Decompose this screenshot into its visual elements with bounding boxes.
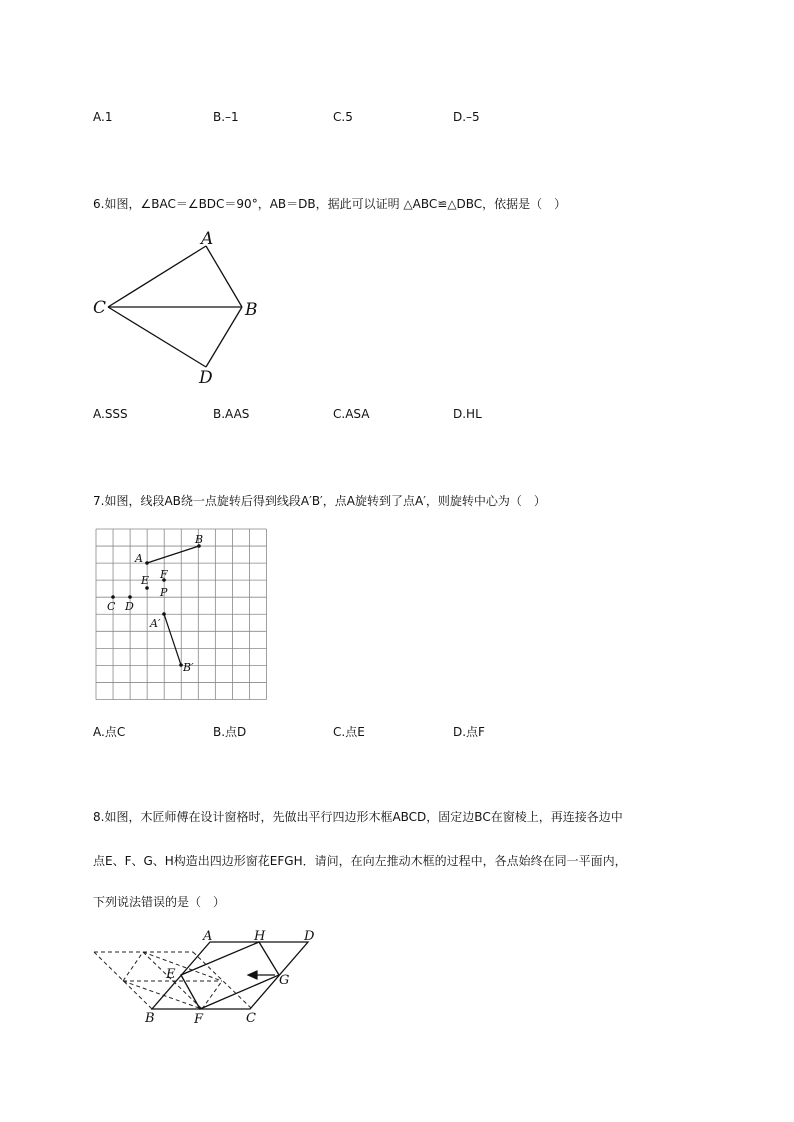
q7-label-p: P: [160, 586, 168, 599]
q5-option-d: D.–5: [453, 110, 480, 124]
q7-option-b: B.点D: [213, 725, 247, 739]
q7-option-a: A.点C: [93, 725, 126, 739]
q8-stem-line2: 点E、F、G、H构造出四边形窗花EFGH．请问，在向左推动木框的过程中，各点始终在同一平面内，: [93, 854, 627, 868]
q8-label-d: D: [304, 929, 315, 944]
q6-label-c: C: [93, 298, 107, 318]
q7-label-c: C: [107, 600, 116, 613]
q7-label-b: B: [195, 533, 204, 546]
q6-option-a: A.SSS: [93, 407, 128, 421]
q8-stem-line1: 8.如图，木匠师傅在设计窗格时，先做出平行四边形木框ABCD，固定边BC在窗棱上，再连接各边中: [93, 810, 623, 824]
q5-option-b: B.–1: [213, 110, 239, 124]
q8-stem-line3: 下列说法错误的是（ ）: [93, 895, 226, 909]
q6-label-b: B: [245, 300, 258, 320]
q7-label-e: E: [141, 574, 150, 587]
q6-label-a: A: [201, 229, 214, 249]
q7-label-a: A: [135, 552, 143, 565]
q6-option-c: C.ASA: [333, 407, 370, 421]
q8-label-c: C: [246, 1011, 256, 1026]
q7-stem: 7.如图，线段AB绕一点旋转后得到线段A′B′，点A旋转到了点A′，则旋转中心为（ ）: [93, 494, 546, 508]
q8-label-f: F: [194, 1012, 204, 1027]
q7-label-d: D: [125, 600, 134, 613]
q6-option-d: D.HL: [453, 407, 482, 421]
q7-label-b1: B′: [183, 661, 194, 674]
q6-option-b: B.AAS: [213, 407, 250, 421]
q6-stem: 6.如图，∠BAC＝∠BDC＝90°，AB＝DB，据此可以证明 △ABC≌△DBC，依据是（ ）: [93, 197, 567, 211]
q7-option-c: C.点E: [333, 725, 365, 739]
q7-label-a1: A′: [150, 617, 161, 630]
q6-label-d: D: [199, 368, 213, 388]
q8-label-e: E: [166, 967, 176, 982]
q8-label-h: H: [254, 929, 266, 944]
q7-label-f: F: [160, 568, 168, 581]
q5-option-a: A.1: [93, 110, 113, 124]
q5-option-c: C.5: [333, 110, 353, 124]
q8-label-g: G: [279, 973, 290, 988]
q7-option-d: D.点F: [453, 725, 485, 739]
q8-label-b: B: [145, 1011, 155, 1026]
q8-label-a: A: [203, 929, 213, 944]
